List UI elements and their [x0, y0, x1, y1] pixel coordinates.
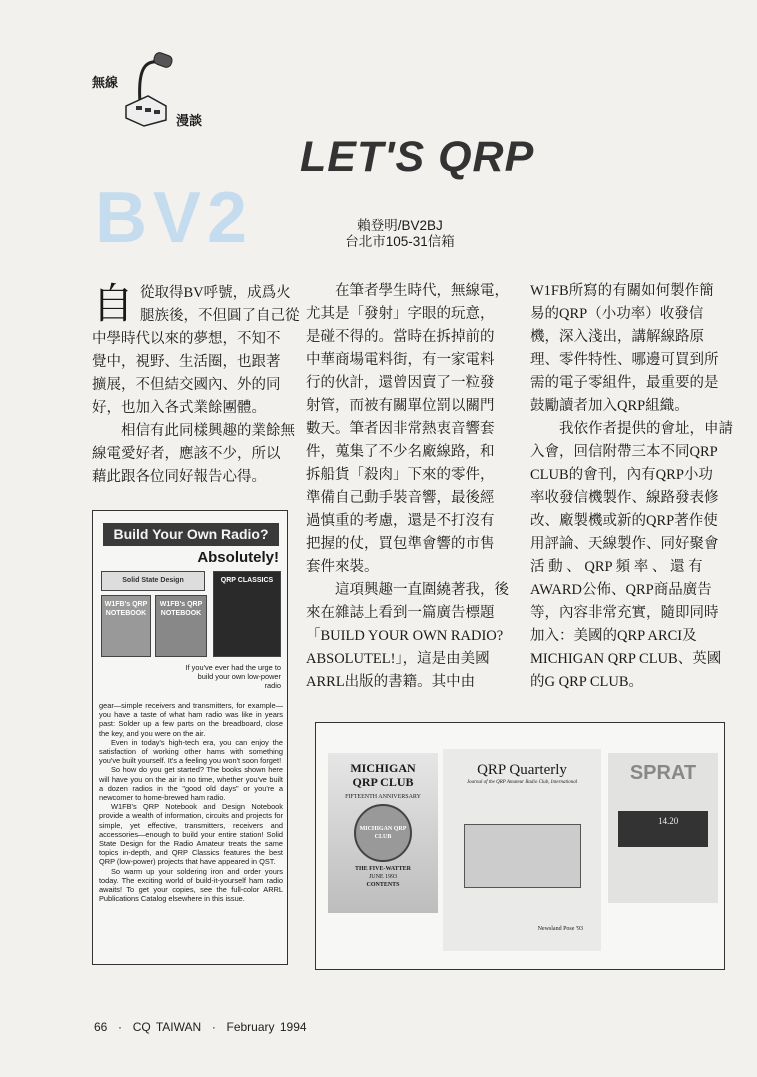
ad-lead: If you've ever had the urge to build your own low-power radio	[185, 663, 281, 691]
article-line: 用評論、天線製作、同好聚會	[530, 536, 719, 552]
cover-title: MICHIGAN QRP CLUB	[350, 761, 416, 789]
article-line: 在筆者學生時代，無線電，	[335, 283, 509, 299]
cover-issue: THE FIVE-WATTER	[354, 866, 412, 872]
article-line: 腿族後，不但圓了自己從	[140, 308, 300, 324]
article-line: 拆船貨「殺肉」下來的零件，	[306, 467, 495, 483]
article-line: 等，內容非常充實，隨即同時	[530, 605, 719, 621]
article-line: 來在雜誌上看到一篇廣告標題	[306, 605, 495, 621]
article-line: 射管，而被有關單位罰以關門	[306, 398, 495, 414]
article-line: 準備自己動手裝音響，最後經	[306, 490, 495, 506]
article-line: 理、零件特性、哪邊可買到所	[530, 352, 719, 368]
article-column-2	[306, 280, 509, 694]
microphone-icon	[118, 48, 178, 128]
article-line: 改、廠製機或新的QRP著作使	[530, 513, 718, 529]
article-line: 這項興趣一直圍繞著我，後	[335, 582, 509, 598]
book-cover: Solid State Design	[101, 571, 205, 591]
article-line: ABSOLUTEL!」，這是由美國	[306, 651, 490, 667]
cover-title: SPRAT	[629, 762, 697, 784]
sprat-cover	[608, 753, 718, 903]
cover-footer: Newsland Pose '93	[537, 926, 583, 932]
qrp-magazines-photo	[315, 722, 725, 970]
ad-paragraph: gear—simple receivers and transmitters, for example—you have a taste of what ham radio was like in years past: Solder up a few parts on the breadboard, close the key, and you were on the air.	[99, 701, 283, 738]
article-line: 入會，回信附帶三本不同QRP	[530, 444, 718, 460]
article-line: 藉此跟各位同好報告心得。	[92, 469, 266, 485]
page-footer: 66 · CQ TAIWAN · February 1994	[94, 1020, 307, 1034]
ad-body	[99, 701, 283, 903]
article-line: 從取得BV呼號，成爲火	[140, 285, 291, 301]
ad-paragraph: W1FB's QRP Notebook and Design Notebook provide a wealth of information, circuits and projects for simple, yet effective, transmitters, receivers and accessories—enough to build your entire station! Solid State Design for the Radio Amateur treats the same topics in-depth, and QRP Classics features the best QRP (low-power) projects that have appeared in QST.	[99, 802, 283, 867]
drop-cap: 自	[92, 282, 135, 328]
article-line: 「BUILD YOUR OWN RADIO?	[306, 628, 504, 644]
article-line: 把握的仗，買包準會響的市售	[306, 536, 495, 552]
column-tag-bottom: 漫談	[176, 114, 203, 129]
article-line: 是碰不得的。當時在拆掉前的	[306, 329, 495, 345]
article-line: 鼓勵讀者加入QRP組織。	[530, 398, 689, 414]
article-line: 機，深入淺出，講解線路原	[530, 329, 704, 345]
cover-date: JUNE 1993	[368, 874, 398, 880]
article-line: MICHIGAN QRP CLUB、英國	[530, 651, 722, 667]
article-line: 尤其是「發射」字眼的玩意，	[306, 306, 495, 322]
ad-paragraph: So warm up your soldering iron and order yours today. The exciting world of build-it-yourself ham radio awaits! To get your copies, see the full-color ARRL Publications Catalog elsewhere in this issue.	[99, 866, 283, 904]
article-line: 需的電子零組件，最重要的是	[530, 375, 719, 391]
article-line: 的G QRP CLUB。	[530, 674, 644, 690]
issue-date: February 1994	[226, 1020, 307, 1034]
article-line: 率收發信機製作、線路發表修	[530, 490, 719, 506]
cover-arc-text: FIFTEENTH ANNIVERSARY	[345, 794, 421, 800]
michigan-qrp-club-cover	[328, 753, 438, 913]
article-line: 好，也加入各式業餘團體。	[92, 400, 266, 416]
article-line: 件，蒐集了不少名廠線路，和	[306, 444, 495, 460]
address: 台北市105-31信箱	[345, 234, 455, 249]
article-line: 相信有此同樣興趣的業餘無	[121, 423, 295, 439]
article-line: 套件來裝。	[306, 559, 379, 575]
article-line: 中學時代以來的夢想，不知不	[92, 331, 281, 347]
cover-photo	[464, 824, 581, 888]
magazine-name: CQ TAIWAN	[132, 1020, 202, 1034]
watermark: BV2	[95, 178, 254, 258]
article-line: 易的QRP（小功率）收發信	[530, 306, 704, 322]
article-line: 過慎重的考慮，還是不打沒有	[306, 513, 495, 529]
article-line: 活 動 、 QRP 頻 率 、 還 有	[530, 559, 703, 575]
cover-title: QRP Quarterly	[477, 762, 567, 778]
ad-subhead: Absolutely!	[197, 549, 279, 566]
article-column-3	[530, 280, 733, 694]
article-line: 覺中，視野、生活圈，也跟著	[92, 354, 281, 370]
club-seal: MICHIGAN QRP CLUB	[354, 804, 412, 862]
byline	[330, 218, 470, 250]
cover-subtitle: Journal of the QRP Amateur Radio Club, International	[466, 780, 578, 785]
article-line: 數天。筆者因非常熱衷音響套	[306, 421, 495, 437]
ad-paragraph: Even in today's high-tech era, you can enjoy the satisfaction of working other hams with something you've built yourself. It's a feeling you won't soon forget!	[99, 737, 283, 766]
article-line: 擴展，不但結交國內、外的同	[92, 377, 281, 393]
ad-paragraph: So how do you get started? The books shown here will have you on the air in no time, whether you've built a dozen radios in the "good old days" or you're a newcomer to home-brewed ham radio.	[99, 765, 283, 803]
transceiver-display: 14.20	[618, 811, 708, 847]
article-line: ARRL出版的書籍。其中由	[306, 674, 476, 690]
book-cover: W1FB's QRP NOTEBOOK	[101, 595, 151, 657]
article-line: 中華商場電料街，有一家電料	[306, 352, 495, 368]
article-title: LET'S QRP	[300, 133, 535, 181]
author: 賴登明/BV2BJ	[357, 218, 443, 233]
article-column-1	[92, 282, 300, 489]
article-line: AWARD公佈、QRP商品廣告	[530, 582, 712, 598]
book-cover: QRP CLASSICS	[213, 571, 281, 657]
cover-contents: CONTENTS	[366, 882, 400, 888]
article-line: W1FB所寫的有關如何製作簡	[530, 283, 714, 299]
book-cover: W1FB's QRP NOTEBOOK	[155, 595, 207, 657]
article-line: CLUB的會刊，內有QRP小功	[530, 467, 713, 483]
article-line: 加入：美國的QRP ARCI及	[530, 628, 697, 644]
page-number: 66	[94, 1020, 108, 1034]
article-line: 線電愛好者，應該不少，所以	[92, 446, 281, 462]
ad-headline: Build Your Own Radio?	[103, 523, 279, 546]
arrl-advertisement	[92, 510, 288, 965]
column-tag-top: 無線	[92, 76, 119, 91]
article-line: 行的伙計，還曾因賣了一粒發	[306, 375, 495, 391]
article-line: 我依作者提供的會址，申請	[559, 421, 733, 437]
qrp-quarterly-cover	[443, 749, 601, 951]
